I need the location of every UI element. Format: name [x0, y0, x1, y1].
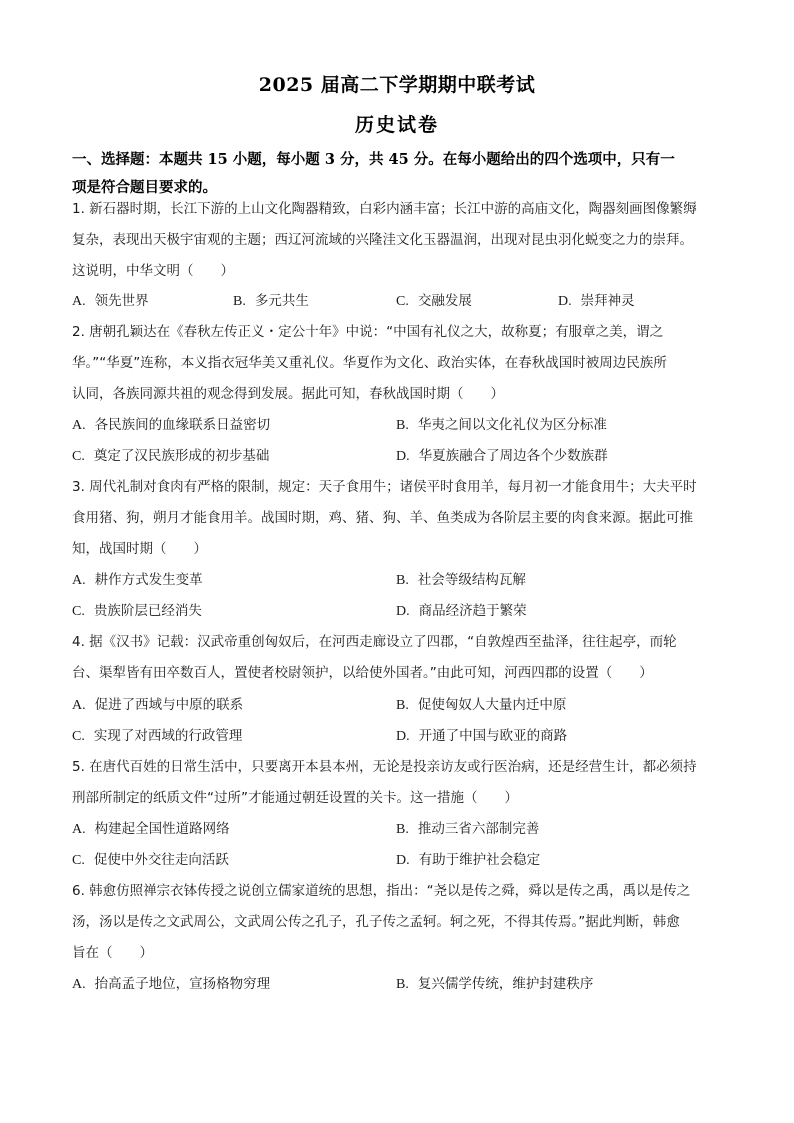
question-4-line: 台、渠犁皆有田卒数百人，置使者校尉领护，以给使外国者。”由此可知，河西四郡的设置（ ）: [72, 665, 653, 681]
option-letter: A.: [72, 822, 86, 837]
option-letter: D.: [558, 294, 572, 309]
question-1-line: 1. 新石器时期，长江下游的上山文化陶器精致，白彩内涵丰富；长江中游的高庙文化，陶器刻画图像繁缛: [72, 201, 697, 217]
exam-title: 2025 届高二下学期期中联考试: [258, 74, 536, 96]
question-4-option-d: [396, 726, 567, 747]
question-2-line: 2. 唐朝孔颖达在《春秋左传正义・定公十年》中说：“中国有礼仪之大，故称夏；有服章之美，谓之: [72, 324, 664, 340]
option-text: 交融发展: [417, 293, 472, 309]
question-1-option-d: [558, 291, 635, 312]
option-text: 贵族阶层已经消失: [93, 603, 202, 619]
question-6-line: 旨在（ ）: [72, 945, 153, 961]
option-letter: C.: [72, 604, 85, 619]
option-letter: B.: [396, 418, 409, 433]
question-2-line: 认同，各族同源共祖的观念得到发展。据此可知，春秋战国时期（ ）: [72, 386, 504, 402]
option-text: 复兴儒学传统，维护封建秩序: [417, 976, 594, 992]
option-text: 构建起全国性道路网络: [94, 821, 230, 837]
question-4-option-a: [72, 695, 243, 716]
question-2-option-b: [396, 415, 607, 436]
question-4-option-b: [396, 695, 566, 716]
question-3-option-d: [396, 601, 527, 622]
option-letter: B.: [396, 573, 409, 588]
question-5-option-d: [396, 850, 540, 871]
question-1-option-a: [72, 291, 149, 312]
question-1-line: 复杂，表现出天极宇宙观的主题；西辽河流域的兴隆洼文化玉器温润，出现对昆虫羽化蜕变之力的崇拜。: [72, 232, 693, 248]
option-text: 推动三省六部制完善: [417, 821, 540, 837]
option-letter: A.: [72, 418, 86, 433]
question-6-line: 汤，汤以是传之文武周公，文武周公传之孔子，孔子传之孟轲。轲之死，不得其传焉。”据此判断，韩愈: [72, 914, 680, 930]
option-text: 华夏族融合了周边各个少数族群: [418, 448, 608, 464]
question-5-option-c: [72, 850, 229, 871]
option-text: 崇拜神灵: [580, 293, 635, 309]
option-text: 奠定了汉民族形成的初步基础: [93, 448, 270, 464]
option-text: 领先世界: [94, 293, 149, 309]
option-letter: D.: [396, 604, 410, 619]
question-6-option-a: [72, 974, 270, 995]
question-5-line: 刑部所制定的纸质文件“过所”才能通过朝廷设置的关卡。这一措施（ ）: [72, 790, 518, 806]
option-text: 多元共生: [254, 293, 309, 309]
option-text: 促使匈奴人大量内迁中原: [417, 697, 567, 713]
option-letter: A.: [72, 977, 86, 992]
option-text: 开通了中国与欧亚的商路: [418, 728, 568, 744]
option-text: 社会等级结构瓦解: [417, 572, 526, 588]
question-2-option-d: [396, 446, 608, 467]
question-6-option-b: [396, 974, 593, 995]
option-text: 抬高孟子地位，宣扬格物穷理: [94, 976, 271, 992]
exam-subtitle: 历史试卷: [354, 114, 439, 136]
section-heading: [72, 146, 722, 202]
question-1-option-b: [233, 291, 309, 312]
option-letter: C.: [72, 729, 85, 744]
question-2-line: 华。”“华夏”连称，本义指衣冠华美又重礼仪。华夏作为文化、政治实体，在春秋战国时被周边民族所: [72, 355, 667, 371]
option-letter: C.: [396, 294, 409, 309]
question-4-line: 4. 据《汉书》记载：汉武帝重创匈奴后，在河西走廊设立了四郡，“自敦煌西至盐泽，往往起亭，而轮: [72, 634, 677, 650]
question-2-option-c: [72, 446, 269, 467]
option-letter: A.: [72, 573, 86, 588]
option-text: 促使中外交往走向活跃: [93, 852, 229, 868]
question-6-line: 6. 韩愈仿照禅宗衣钵传授之说创立儒家道统的思想，指出：“尧以是传之舜，舜以是传之禹，禹以是传之: [72, 883, 691, 899]
option-letter: C.: [72, 449, 85, 464]
option-letter: A.: [72, 698, 86, 713]
option-text: 耕作方式发生变革: [94, 572, 203, 588]
question-3-line: 食用猪、狗，朔月才能食用羊。战国时期，鸡、猪、狗、羊、鱼类成为各阶层主要的肉食来源。据此可推: [72, 510, 693, 526]
question-2-option-a: [72, 415, 270, 436]
option-letter: B.: [396, 822, 409, 837]
option-letter: B.: [233, 294, 246, 309]
option-letter: B.: [396, 698, 409, 713]
question-3-option-a: [72, 570, 203, 591]
option-text: 实现了对西域的行政管理: [93, 728, 243, 744]
section-heading-line: 项是符合题目要求的。: [72, 179, 217, 196]
option-letter: A.: [72, 294, 86, 309]
option-text: 促进了西域与中原的联系: [94, 697, 244, 713]
section-heading-line: 一、选择题：本题共 15 小题，每小题 3 分，共 45 分。在每小题给出的四个选项中，只有一: [72, 151, 675, 168]
option-letter: B.: [396, 977, 409, 992]
option-letter: C.: [72, 853, 85, 868]
question-1-line: 这说明，中华文明（ ）: [72, 263, 234, 279]
question-5-option-a: [72, 819, 230, 840]
option-letter: D.: [396, 729, 410, 744]
question-5-line: 5. 在唐代百姓的日常生活中，只要离开本县本州，无论是投亲访友或行医治病，还是经营生计，都必须持: [72, 759, 697, 775]
question-5-option-b: [396, 819, 539, 840]
question-4-option-c: [72, 726, 242, 747]
option-text: 各民族间的血缘联系日益密切: [94, 417, 271, 433]
option-text: 有助于维护社会稳定: [418, 852, 541, 868]
option-letter: D.: [396, 449, 410, 464]
question-3-line: 3. 周代礼制对食肉有严格的限制，规定：天子食用牛；诸侯平时食用羊，每月初一才能食用牛；大夫平时: [72, 479, 697, 495]
question-3-option-b: [396, 570, 526, 591]
option-text: 华夷之间以文化礼仪为区分标准: [417, 417, 607, 433]
question-3-option-c: [72, 601, 202, 622]
question-3-line: 知，战国时期（ ）: [72, 541, 207, 557]
question-1-option-c: [396, 291, 472, 312]
option-text: 商品经济趋于繁荣: [418, 603, 527, 619]
option-letter: D.: [396, 853, 410, 868]
